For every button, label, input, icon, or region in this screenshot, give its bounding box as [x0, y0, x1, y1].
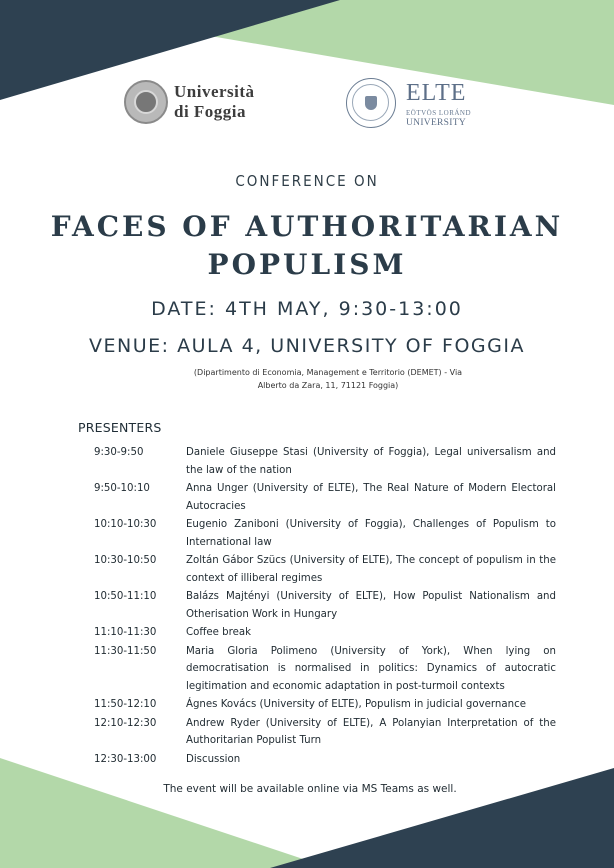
elte-logo-text: ELTE	[406, 80, 467, 106]
schedule-row	[94, 643, 556, 696]
title-line1: FACES OF AUTHORITARIAN	[50, 210, 564, 243]
title-line2: POPULISM	[207, 248, 407, 281]
foggia-seal-icon	[124, 80, 168, 124]
venue-address: (Dipartimento di Economia, Management e Territorio (DEMET) - Via Alberto da Zara, 11, 71121 Foggia)	[193, 368, 463, 390]
schedule-description: Anna Unger (University of ELTE), The Real Nature of Modern Electoral Autocracies	[186, 483, 556, 512]
schedule-description: Eugenio Zaniboni (University of Foggia), Challenges of Populism to International law	[186, 519, 556, 548]
online-note: The event will be available online via MS Teams as well.	[163, 783, 457, 795]
schedule-row	[94, 444, 556, 479]
schedule-row	[94, 715, 556, 750]
university-of-foggia-logo	[122, 72, 277, 138]
foggia-logo-line1: Università	[174, 82, 255, 101]
schedule-time: 11:30-11:50	[94, 645, 157, 657]
schedule-row	[94, 751, 556, 769]
schedule-description: Discussion	[186, 753, 241, 765]
conference-title	[0, 208, 614, 284]
elte-logo-subtext1: EÖTVÖS LORÁND	[406, 109, 472, 117]
schedule-time: 10:10-10:30	[94, 519, 157, 530]
schedule-row	[94, 624, 556, 642]
conference-on-label: CONFERENCE ON	[235, 172, 379, 190]
elte-seal-icon	[346, 78, 396, 128]
schedule-row	[94, 588, 556, 623]
schedule-list	[94, 444, 556, 769]
schedule-description: Maria Gloria Polimeno (University of York), When lying on democratisation is normalised in politics: Dynamics of autocratic legitimation and economic adaptation in post-turmoil contexts	[186, 645, 556, 692]
logos	[0, 72, 614, 142]
event-date: DATE: 4TH MAY, 9:30-13:00	[151, 298, 463, 320]
schedule-time: 12:10-12:30	[94, 717, 157, 729]
schedule-row	[94, 696, 556, 714]
event-venue: VENUE: AULA 4, UNIVERSITY OF FOGGIA	[89, 335, 525, 357]
schedule-description: Balázs Majtényi (University of ELTE), How Populist Nationalism and Otherisation Work in Hungary	[186, 591, 556, 620]
schedule-time: 11:10-11:30	[94, 627, 157, 638]
schedule-row	[94, 552, 556, 587]
schedule-description: Zoltán Gábor Szücs (University of ELTE), The concept of populism in the context of illiberal regimes	[186, 555, 556, 584]
foggia-logo-line2: di Foggia	[174, 102, 247, 121]
presenters-heading: PRESENTERS	[78, 420, 162, 435]
schedule-time: 9:50-10:10	[94, 483, 150, 494]
schedule-time: 11:50-12:10	[94, 699, 157, 710]
schedule-time: 12:30-13:00	[94, 753, 157, 765]
schedule-description: Andrew Ryder (University of ELTE), A Polanyian Interpretation of the Authoritarian Populist Turn	[186, 717, 556, 746]
schedule-time: 9:30-9:50	[94, 447, 144, 458]
schedule-description: Coffee break	[186, 627, 251, 638]
elte-logo	[346, 76, 476, 136]
schedule-description: Ágnes Kovács (University of ELTE), Populism in judicial governance	[186, 699, 526, 710]
schedule-row	[94, 516, 556, 551]
schedule-row	[94, 480, 556, 515]
schedule-description: Daniele Giuseppe Stasi (University of Foggia), Legal universalism and the law of the nation	[186, 447, 556, 476]
elte-logo-subtext2: UNIVERSITY	[406, 118, 466, 128]
schedule-time: 10:50-11:10	[94, 591, 157, 602]
schedule-time: 10:30-10:50	[94, 555, 157, 566]
